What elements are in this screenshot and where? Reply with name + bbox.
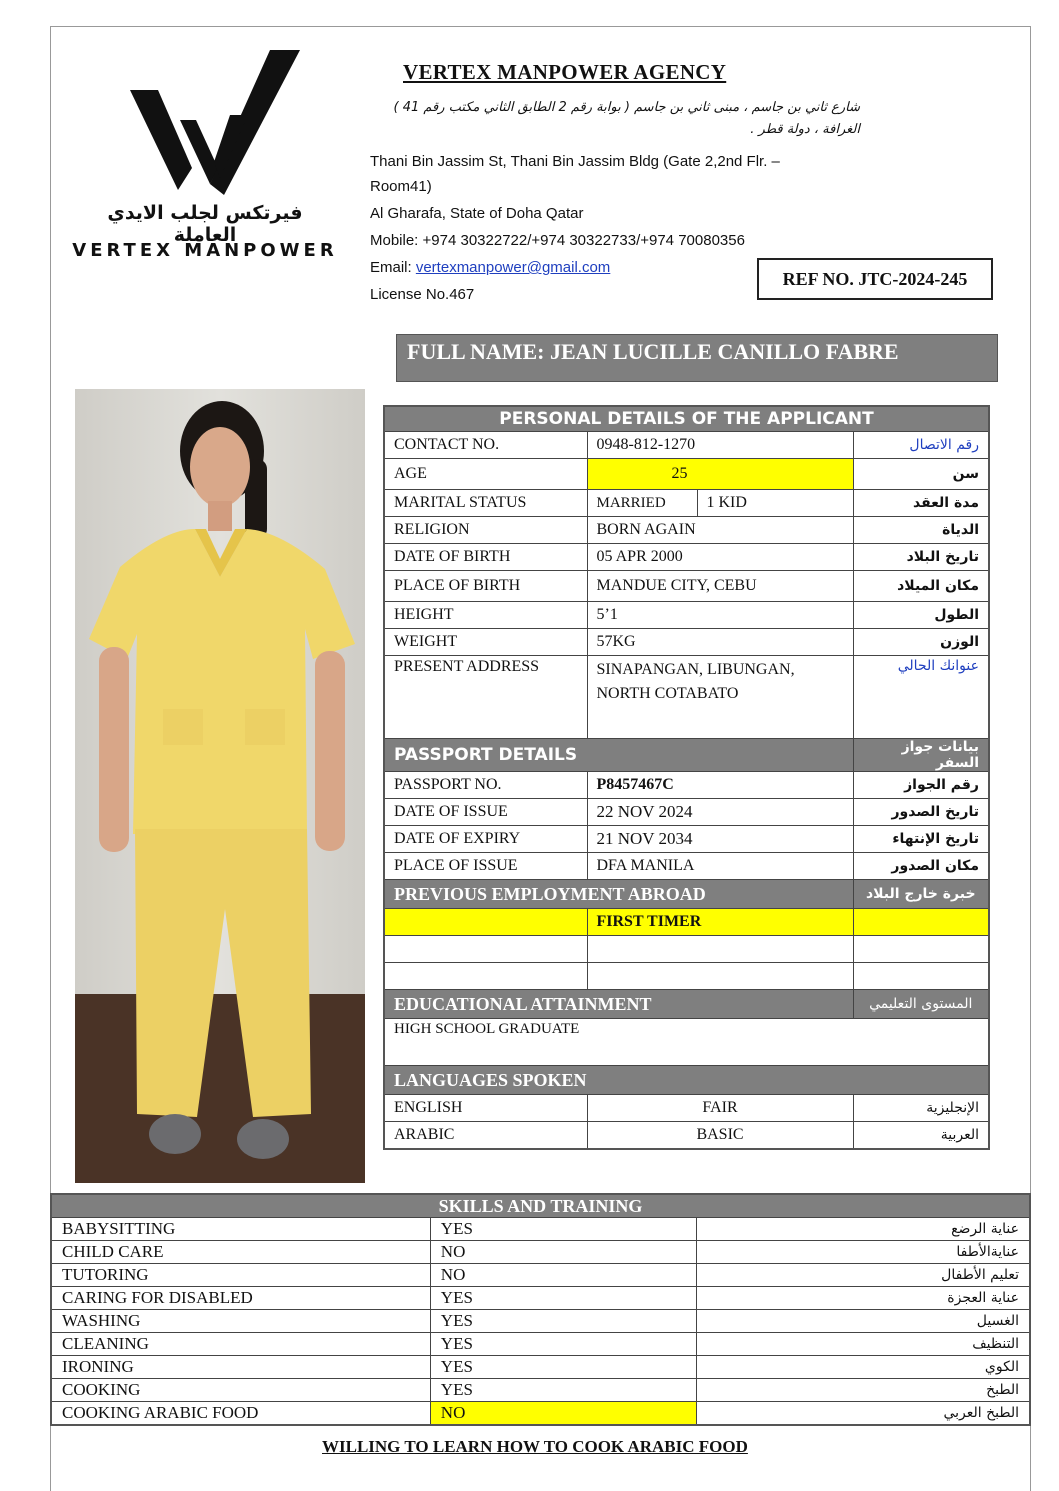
contact-value: 0948-812-1270 xyxy=(587,432,853,459)
skill-row xyxy=(51,1218,1030,1241)
ref-number-box: REF NO. JTC-2024-245 xyxy=(757,258,993,300)
language-arabic-label: الإنجليزية xyxy=(853,1095,989,1122)
employment-header-row xyxy=(384,880,989,909)
education-header-row xyxy=(384,990,989,1019)
age-arabic-label: سن xyxy=(853,459,989,490)
passport-place-value: DFA MANILA xyxy=(587,853,853,880)
willing-to-learn-note: WILLING TO LEARN HOW TO COOK ARABIC FOOD xyxy=(322,1437,748,1456)
height-row xyxy=(384,602,989,629)
marital-kids: 1 KID xyxy=(697,490,853,517)
skill-value: YES xyxy=(430,1310,696,1333)
employment-header-arabic: خبرة خارج البلاد xyxy=(853,880,989,909)
skills-header: SKILLS AND TRAINING xyxy=(51,1194,1030,1218)
passport-issue-value: 22 NOV 2024 xyxy=(587,799,853,826)
religion-value: BORN AGAIN xyxy=(587,517,853,544)
skill-name: WASHING xyxy=(51,1310,430,1333)
language-level: BASIC xyxy=(587,1122,853,1150)
applicant-figure-icon xyxy=(75,389,365,1183)
age-row xyxy=(384,459,989,490)
religion-label: RELIGION xyxy=(384,517,587,544)
weight-value: 57KG xyxy=(587,629,853,656)
skill-value: YES xyxy=(430,1379,696,1402)
passport-issue-label: DATE OF ISSUE xyxy=(384,799,587,826)
passport-expiry-arabic-label: تاريخ الإنتهاء xyxy=(853,826,989,853)
language-name: ARABIC xyxy=(384,1122,587,1150)
passport-place-label: PLACE OF ISSUE xyxy=(384,853,587,880)
height-label: HEIGHT xyxy=(384,602,587,629)
contact-row xyxy=(384,432,989,459)
logo-arabic-name: فيرتكس لجلب الايدي العاملة xyxy=(107,202,303,246)
employment-blank-cell xyxy=(853,936,989,963)
applicant-details-table xyxy=(383,405,990,1150)
pob-value: MANDUE CITY, CEBU xyxy=(587,571,853,602)
full-name-banner: FULL NAME: JEAN LUCILLE CANILLO FABRE xyxy=(396,334,998,382)
skill-value: YES xyxy=(430,1287,696,1310)
age-value: 25 xyxy=(587,459,853,490)
dob-label: DATE OF BIRTH xyxy=(384,544,587,571)
passport-number-value: P8457467C xyxy=(587,772,853,799)
agency-arabic-address-line-1: شارع ثاني بن جاسم ، مبنى ثاني بن جاسم ( بوابة رقم 2 الطابق الثاني مكتب رقم 41 ) xyxy=(393,100,860,115)
skill-row xyxy=(51,1333,1030,1356)
pob-arabic-label: مكان الميلاد xyxy=(853,571,989,602)
passport-number-arabic-label: رقم الجواز xyxy=(853,772,989,799)
language-arabic-label: العربية xyxy=(853,1122,989,1150)
skill-name: CARING FOR DISABLED xyxy=(51,1287,430,1310)
passport-number-row xyxy=(384,772,989,799)
weight-row xyxy=(384,629,989,656)
marital-value: MARRIED xyxy=(587,490,697,517)
skill-arabic-label: الطبخ العربي xyxy=(697,1402,1030,1426)
skill-value: YES xyxy=(430,1218,696,1241)
skill-arabic-label: الغسيل xyxy=(697,1310,1030,1333)
skill-arabic-label: عناية الرضع xyxy=(697,1218,1030,1241)
agency-logo xyxy=(70,50,340,270)
address-line-2: NORTH COTABATO xyxy=(596,685,739,702)
skill-value: NO xyxy=(430,1241,696,1264)
skill-value: NO xyxy=(430,1264,696,1287)
pob-row xyxy=(384,571,989,602)
personal-details-header-row xyxy=(384,406,989,432)
contact-arabic-label: رقم الاتصال xyxy=(853,432,989,459)
marital-label: MARITAL STATUS xyxy=(384,490,587,517)
education-row xyxy=(384,1019,989,1066)
language-level: FAIR xyxy=(587,1095,853,1122)
agency-address-line-1: Thani Bin Jassim St, Thani Bin Jassim Bldg (Gate 2,2nd Flr. –Room41) xyxy=(370,153,780,195)
agency-email-label: Email: xyxy=(370,259,416,276)
age-label: AGE xyxy=(384,459,587,490)
passport-place-arabic-label: مكان الصدور xyxy=(853,853,989,880)
agency-arabic-address xyxy=(370,97,860,141)
passport-expiry-row xyxy=(384,826,989,853)
employment-blank-cell xyxy=(587,936,853,963)
skill-name: TUTORING xyxy=(51,1264,430,1287)
passport-header: PASSPORT DETAILS xyxy=(384,739,853,772)
employment-blank-cell xyxy=(853,963,989,990)
passport-issue-row xyxy=(384,799,989,826)
skill-value: NO xyxy=(430,1402,696,1426)
passport-header-arabic: بيانات جواز السفر xyxy=(853,739,989,772)
dob-arabic-label: تاريخ البلاد xyxy=(853,544,989,571)
applicant-photo xyxy=(75,389,365,1183)
employment-blank-cell xyxy=(384,963,587,990)
address-label: PRESENT ADDRESS xyxy=(384,656,587,739)
skill-arabic-label: عنايةالأطفا xyxy=(697,1241,1030,1264)
education-header-arabic: المستوى التعليمي xyxy=(853,990,989,1019)
religion-arabic-label: الدياة xyxy=(853,517,989,544)
skill-row xyxy=(51,1356,1030,1379)
employment-blank-cell xyxy=(587,963,853,990)
dob-row xyxy=(384,544,989,571)
language-name: ENGLISH xyxy=(384,1095,587,1122)
agency-license: License No.467 xyxy=(370,286,475,303)
skill-arabic-label: تعليم الأطفال xyxy=(697,1264,1030,1287)
passport-number-label: PASSPORT NO. xyxy=(384,772,587,799)
weight-arabic-label: الوزن xyxy=(853,629,989,656)
skills-table xyxy=(50,1193,1031,1426)
skill-value: YES xyxy=(430,1356,696,1379)
employment-value: FIRST TIMER xyxy=(587,909,853,936)
passport-header-row xyxy=(384,739,989,772)
languages-header-row xyxy=(384,1066,989,1095)
skill-name: COOKING ARABIC FOOD xyxy=(51,1402,430,1426)
logo-english-name: VERTEX MANPOWER xyxy=(72,240,338,261)
skills-header-row xyxy=(51,1194,1030,1218)
address-value xyxy=(587,656,853,739)
religion-row xyxy=(384,517,989,544)
skill-row xyxy=(51,1310,1030,1333)
employment-row-3 xyxy=(384,963,989,990)
passport-issue-arabic-label: تاريخ الصدور xyxy=(853,799,989,826)
agency-mobile: Mobile: +974 30322722/+974 30322733/+974 70080356 xyxy=(370,232,745,249)
languages-header: LANGUAGES SPOKEN xyxy=(384,1066,989,1095)
dob-value: 05 APR 2000 xyxy=(587,544,853,571)
education-header: EDUCATIONAL ATTAINMENT xyxy=(384,990,853,1019)
height-value: 5’1 xyxy=(587,602,853,629)
personal-details-header: PERSONAL DETAILS OF THE APPLICANT xyxy=(384,406,989,432)
skill-row xyxy=(51,1287,1030,1310)
agency-email-link[interactable]: vertexmanpower@gmail.com xyxy=(415,259,611,276)
employment-blank-cell xyxy=(384,936,587,963)
employment-row-2 xyxy=(384,936,989,963)
weight-label: WEIGHT xyxy=(384,629,587,656)
employment-row-1 xyxy=(384,909,989,936)
address-row xyxy=(384,656,989,739)
pob-label: PLACE OF BIRTH xyxy=(384,571,587,602)
contact-label: CONTACT NO. xyxy=(384,432,587,459)
passport-expiry-value: 21 NOV 2034 xyxy=(587,826,853,853)
agency-title: VERTEX MANPOWER AGENCY xyxy=(403,60,727,84)
skill-name: IRONING xyxy=(51,1356,430,1379)
address-line-1: SINAPANGAN, LIBUNGAN, xyxy=(596,661,795,678)
language-row-english xyxy=(384,1095,989,1122)
marital-row xyxy=(384,490,989,517)
education-value: HIGH SCHOOL GRADUATE xyxy=(384,1019,989,1066)
marital-arabic-label: مدة العقد xyxy=(853,490,989,517)
skill-arabic-label: الكوي xyxy=(697,1356,1030,1379)
employment-cell-empty-2 xyxy=(853,909,989,936)
agency-arabic-address-line-2: الغرافة ، دولة قطر . xyxy=(750,122,860,137)
skill-arabic-label: الطبخ xyxy=(697,1379,1030,1402)
skill-name: COOKING xyxy=(51,1379,430,1402)
skill-row xyxy=(51,1379,1030,1402)
skill-value: YES xyxy=(430,1333,696,1356)
height-arabic-label: الطول xyxy=(853,602,989,629)
skill-row xyxy=(51,1241,1030,1264)
skill-row xyxy=(51,1264,1030,1287)
address-arabic-label: عنوانك الحالي xyxy=(853,656,989,739)
agency-address-line-2: Al Gharafa, State of Doha Qatar xyxy=(370,205,584,222)
passport-place-row xyxy=(384,853,989,880)
employment-header: PREVIOUS EMPLOYMENT ABROAD xyxy=(384,880,853,909)
skill-arabic-label: عناية العجزة xyxy=(697,1287,1030,1310)
skill-arabic-label: التنظيف xyxy=(697,1333,1030,1356)
skill-row xyxy=(51,1402,1030,1426)
skill-name: CHILD CARE xyxy=(51,1241,430,1264)
passport-expiry-label: DATE OF EXPIRY xyxy=(384,826,587,853)
employment-cell-empty-1 xyxy=(384,909,587,936)
skill-name: CLEANING xyxy=(51,1333,430,1356)
vw-logo-mark-icon xyxy=(130,50,300,195)
language-row-arabic xyxy=(384,1122,989,1150)
skill-name: BABYSITTING xyxy=(51,1218,430,1241)
